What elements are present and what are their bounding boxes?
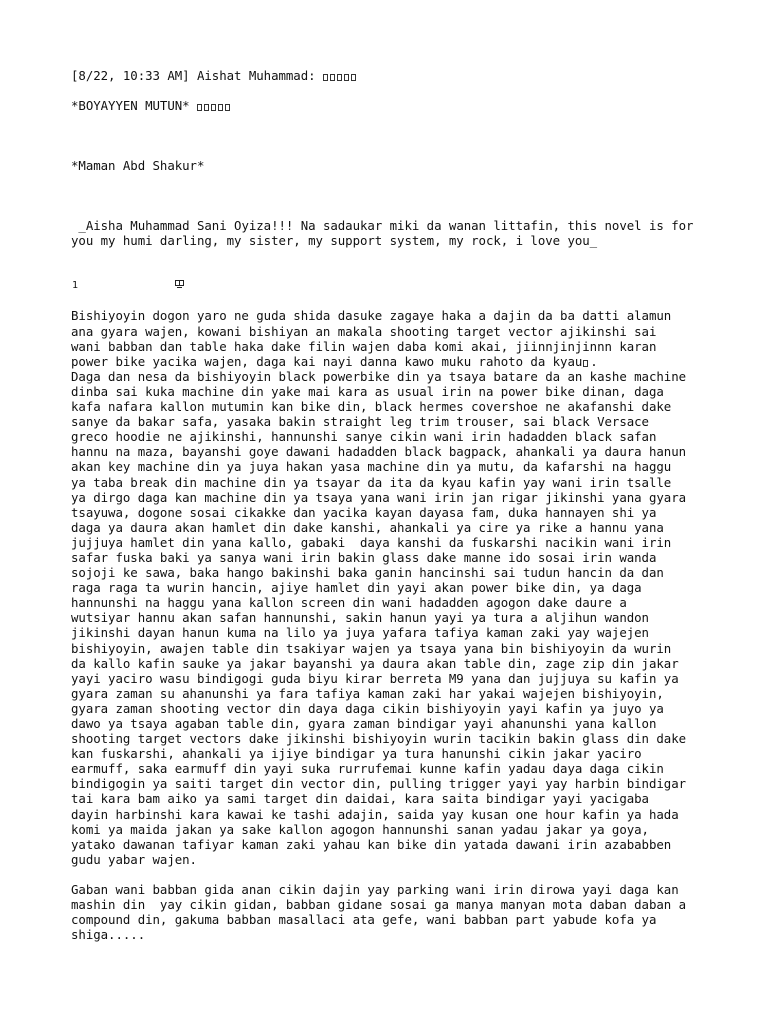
text-line: greco hoodie ne ajikinshi, hannunshi sanye cikin wani irin hadadden black safan <box>71 429 657 445</box>
text-line: ana gyara wajen, kowani bishiyan an makala shooting target vector ajikinshi sai <box>71 323 657 339</box>
text-line: shooting target vectors dake jikinshi bishiyoyin wurin tacikin bakin glass din dake <box>71 731 687 747</box>
text-line: compound din, gakuma babban masallaci ata gefe, wani babban part yabude kofa ya <box>71 912 657 928</box>
text-line: gyara zaman su ahanunshi ya fara tafiya kaman zaki har yakai wajejen bishiyoyin, <box>71 685 664 701</box>
text-line: dayin harbinshi kara kawai ke tashi adajin, saida yay kusan one hour kafin ya hada <box>71 806 679 822</box>
missing-glyph-box-icon <box>218 104 223 111</box>
text-line: bindigogin ya saiti target din vector din, pulling trigger yayi yay harbin bindigar <box>71 776 687 792</box>
text-line: akan key machine din ya juya hakan yasa machine din ya mutu, da kafarshi na haggu <box>71 459 672 475</box>
text-line: tai kara bam aiko ya sami target din daidai, kara saita bindigar yayi yacigaba <box>71 791 649 807</box>
text-line: power bike yacika wajen, daga kai nayi danna kawo muku rahoto da kyau . <box>71 353 598 369</box>
text-line: dawo ya tsaya agaban table din, gyara zaman bindigar yayi ahanunshi yana kallon <box>71 716 657 731</box>
missing-glyph-box-icon <box>583 360 588 367</box>
header-text: [8/22, 10:33 AM] Aishat Muhammad: <box>71 68 323 83</box>
text-line: mashin din yay cikin gidan, babban gidane sosai ga manya manyan mota daban daban a <box>71 897 687 913</box>
text-line: ya dirgo daga kan machine din ya tsaya yana wani irin jan rigar jikinshi yana gyara <box>71 489 687 505</box>
missing-glyph-box-icon <box>197 104 202 111</box>
book-title <box>71 98 711 113</box>
missing-glyph-box-icon <box>330 74 335 81</box>
text-line: sanye da bakar safa, yasaka bakin straight leg trim trouser, sai black Versace <box>71 414 649 430</box>
missing-glyph-box-icon <box>351 74 356 81</box>
chapter-number: 1 <box>72 280 78 292</box>
chapter-heading <box>71 278 711 293</box>
text-line: ya taba break din machine din ya tsayar da ita da kyau kafin yay wani irin tsalle <box>71 474 672 490</box>
text-line: hannu na maza, bayanshi goye dawani hadadden black bagpack, ahankali ya daura hanun <box>71 444 687 460</box>
title-text: *BOYAYYEN MUTUN* <box>71 98 197 114</box>
text-line: earmuff, saka earmuff din yayi suka rurrufemai kunne kafin yadau daya daga cikin <box>71 761 664 777</box>
text-line: kafa nafara kallon mutumin kan bike din, black hermes covershoe ne akafanshi dake <box>71 399 672 415</box>
text-line: raga raga ta wurin hancin, ajiye hamlet din yayi akan power bike din, ya daga <box>71 580 642 596</box>
missing-glyph-box-icon <box>211 104 216 111</box>
story-paragraph-1 <box>71 308 711 866</box>
document-page <box>71 68 711 942</box>
text-line: shiga..... <box>71 927 146 943</box>
author-name: *Maman Abd Shakur* <box>71 158 205 174</box>
text-line: jikinshi dayan hanun kuma na lilo ya juya yafara tafiya kaman zaki yay wajejen <box>71 625 649 641</box>
missing-glyph-box-icon <box>225 104 230 111</box>
text-line: wani babban dan table haka dake filin wajen daba komi akai, jiinnjinjinnn karan <box>71 338 657 354</box>
text-line: dinba sai kuka machine din yake mai kara as usual irin na power bike dinan, daga <box>71 383 664 399</box>
text-line: safar fuska baki ya sanya wani irin bakin glass dake manne ido sosai irin wanda <box>71 549 657 565</box>
text-line: wutsiyar hannu akan safan hannunshi, sakin hanun yayi ya tura a aljihun wandon <box>71 610 649 626</box>
text-line: komi ya maida jakan ya sake kallon agogon hannunshi sanan yadau jakar ya goya, <box>71 821 649 837</box>
text-line: bishiyoyin, awajen table din tsakiyar wajen ya tsaya yana bin bishiyoyin da wurin <box>71 640 672 656</box>
text-line: Gaban wani babban gida anan cikin dajin yay parking wani irin dirowa yayi daga kan <box>71 881 679 897</box>
text-line: kan fuskarshi, ahankali ya ijiye bindigar ya tura hanunshi cikin jakar yaciro <box>71 746 642 762</box>
dedication: _Aisha Muhammad Sani Oyiza!!! Na sadaukar miki da wanan littafin, this novel is for you my humi darling, my sister, my support system, my rock, i love you_ <box>71 218 701 249</box>
missing-glyph-box-icon <box>344 74 349 81</box>
text-line: Daga dan nesa da bishiyoyin black powerbike din ya tsaya batare da an kashe machine <box>71 368 687 384</box>
emoji-placeholder-group <box>323 68 358 83</box>
message-header <box>71 68 711 83</box>
text-line: yatako dawanan tafiyar kaman zaki yahau kan bike din yatada dawani irin azababben <box>71 836 672 852</box>
text-line: Bishiyoyin dogon yaro ne guda shida dasuke zagaye haka a dajin da ba datti alamun <box>71 308 672 324</box>
text-line: gyara zaman shooting vector din daya daga cikin bishiyoyin yayi kafin ya juyo ya <box>71 700 664 716</box>
text-line: hannunshi na haggu yana kallon screen din wani hadadden agogon dake daure a <box>71 595 627 611</box>
text-line: sojoji ke sawa, baka hango bakinshi baka ganin hancinshi sai tudun hancin da dan <box>71 565 664 581</box>
emoji-placeholder-group <box>197 98 232 113</box>
missing-glyph-box-icon <box>323 74 328 81</box>
text-line: gudu yabar wajen. <box>71 851 197 867</box>
text-line: tsayuwa, dogone sosai cikakke dan yacika kayan dayasa fam, duka hannayen shi ya <box>71 504 657 520</box>
text-line: jujjuya hamlet din yana kallo, gabaki daya kanshi da fuskarshi nacikin wani irin <box>71 534 672 550</box>
text-line: daga ya daura akan hamlet din dake kanshi, ahankali ya cire ya rike a hannu yana <box>71 519 664 535</box>
missing-glyph-box-icon <box>204 104 209 111</box>
missing-glyph-box-icon <box>337 74 342 81</box>
open-book-icon <box>175 280 184 288</box>
text-line: da kallo kafin sauke ya jakar bayanshi ya daura akan table din, zage zip din jakar <box>71 655 679 671</box>
text-line: yayi yaciro wasu bindigogi guda biyu kirar berreta M9 yana dan jujjuya su kafin ya <box>71 670 679 686</box>
story-paragraph-2 <box>71 882 711 942</box>
